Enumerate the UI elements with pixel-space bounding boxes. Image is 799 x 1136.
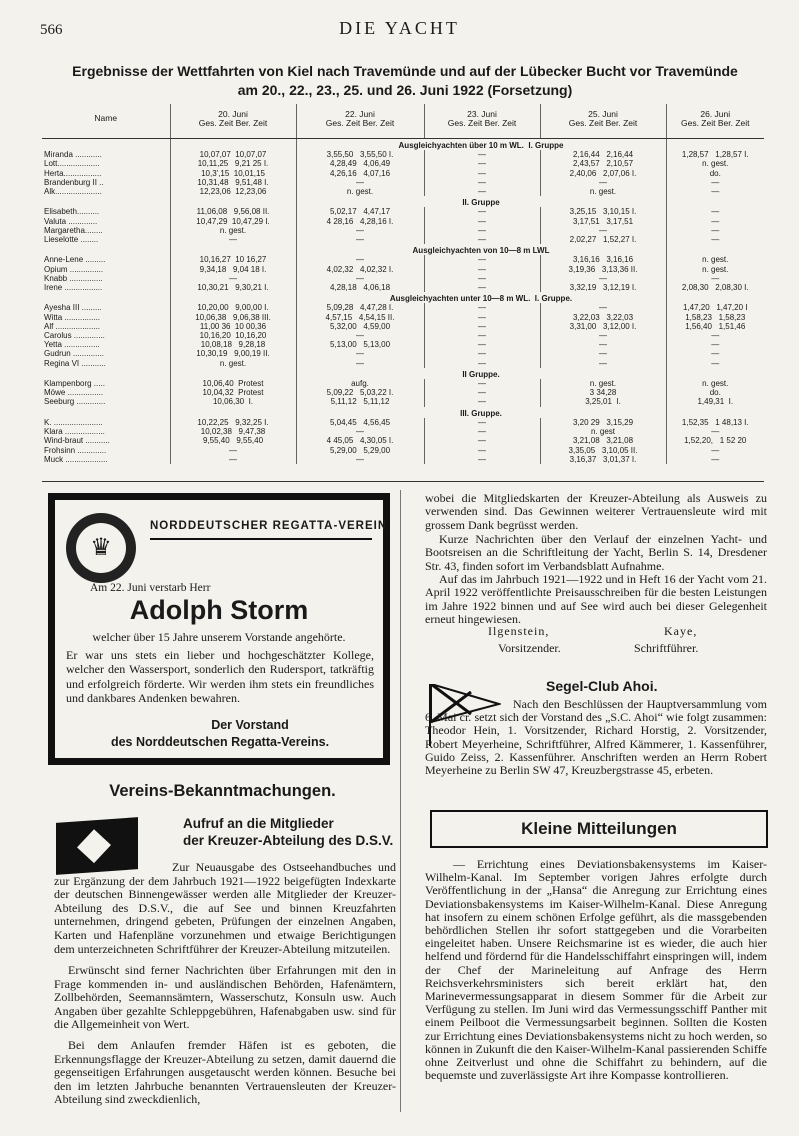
vereins-paragraph-1: Zur Neuausgabe des Ostseehandbuches und zur Ergänzung der dem Jahrbuch 1921—1922 beigefügten Indexkarte der deutschen Binnengewässer werden alle Mitglieder der Kreuzer-Abteilung des D.S.V., die auf See und binnen Kreuzfahrten unternehmen, dringend gebeten, Prüfungen der einzelnen Angaben, Karten und Hafenpläne vorzunehmen und etwaige Berichtigungen dem unterzeichneten Schriftführer der Kreuzer-Abteilung mitzuteilen.: [54, 860, 396, 956]
running-title: DIE YACHT: [339, 18, 460, 38]
kleine-mitteilungen-text: — Errichtung eines Deviationsbakensystems im Kaiser-Wilhelm-Kanal. Im September vorigen Jahres erfolgte durch Veröffentlichung in der „Hansa“ die Anregung zur Errichtung eines Deviationsbakensystems im Kaiser-Wilhelm-Kanal. Diese Anregung hat insofern zu einem schönen Erfolge geführt, als die massgebenden behördlichen Stellen ihr sofort stattgegeben und die Vorarbeiten eingeleitet haben. Unsere Reichsmarine ist es wieder, die auch hier helfend und fördernd für die Handelsschiffahrt einspringen will, indem der Chef der Marineleitung auf Anfrage des Herrn Reichsverkehrsministers sich bereit erklärt hat, den Marinevermessungsapparat in diesem Sommer für die Arbeit zur Verfügung zu stellen. Im Juni wird das Vermessungsschiff Panther mit einem Peilboot die Vermessungsarbeit beginnen. Sollten die Kosten zur Errichtung eines Deviationsbakensystems nicht zu hoch werden, so können in Zukunft die den Kaiser-Wilhelm-Kanal passierenden Schiffe ohne Zeitverlust und ohne die Schiffahrt zu behindern, auf die bequemste und zuverlässigste Art ihre Kompasse kontrollieren.: [425, 857, 767, 1083]
signature-left-role: Vorsitzender.: [498, 641, 561, 655]
times-20: 10,06,40 Protest 10,04,32 Protest 10,06,30 I.: [170, 379, 296, 407]
times-25: 3,16,16 3,16,16 3,19,36 3,13,36 II. — 3,32,19 3,12,19 I.: [540, 255, 666, 292]
section-title: II Gruppe.: [296, 368, 666, 379]
times-26: — — — —: [711, 207, 720, 245]
eagle-icon: ♛: [76, 523, 126, 573]
diamond-icon: [77, 829, 111, 863]
times-23: — — — — — — —: [424, 303, 540, 367]
times-20: 10,22,25 9,32,25 I. 10,02,38 9,47,38 9,55,40 9,55,40 — —: [170, 418, 296, 464]
times-20: 10,16,27 10 16,27 9,34,18 9,04 18 I. — 10,30,21 9,30,21 I.: [170, 255, 296, 292]
vereins-paragraph-3: Bei dem Anlaufen fremder Häfen ist es geboten, die Erkennungsflagge der Kreuzer-Abteilung zu setzen, damit dauernd die gegenseitigen Erfahrungen ausgetauscht werden können. Besuche bei den im letzten Jahrbuche benannten Vertrauensleuten der Kreuzer-Abteilung sind zweckdienlich,: [54, 1038, 396, 1107]
times-25: 3,25,15 3,10,15 I. 3,17,51 3,17,51 — 2,02,27 1,52,27 I.: [540, 207, 666, 244]
times-22: 3,55,50 3,55,50 I. 4,28,49 4,06,49 4,26,16 4,07,16 — n. gest.: [296, 150, 424, 196]
times-23: — — — — —: [424, 418, 540, 464]
deceased-name: Adolph Storm: [129, 595, 309, 625]
results-title-line-2: am 20., 22., 23., 25. und 26. Juni 1922 (Forsetzung): [237, 82, 573, 98]
times-20: 10,07,07 10,07,07 10,11,25 9,21 25 I. 10,3',15 10,01,15 10,31,48 9,51,48 I. 12,23,06 12,23,06: [170, 150, 296, 196]
times-25: — 3,22,03 3,22,03 3,31,00 3,12,00 I. — — — —: [540, 303, 666, 367]
results-title-line-1: Ergebnisse der Wettfahrten von Kiel nach Travemünde und auf der Lübecker Bucht vor Travemünde: [72, 63, 738, 79]
date-column-header: 23. Juni Ges. Zeit Ber. Zeit: [424, 104, 540, 139]
vereins-subheading-line-2: der Kreuzer-Abteilung des D.S.V.: [183, 833, 394, 848]
boat-names: Ayesha III ......... Witta ................ Alf .................... Carolus .............. Yetta ................ Gudrun .............. Regina VI ...........: [42, 303, 170, 367]
table-row: [42, 150, 764, 196]
section-title: III. Gruppe.: [296, 407, 666, 418]
section-title: Ausgleichyachten über 10 m WL. I. Gruppe: [296, 139, 666, 151]
date-column-header: 26. Juni Ges. Zeit Ber. Zeit: [666, 104, 764, 139]
results-table: [42, 104, 764, 464]
section-title: Ausgleichyachten unter 10—8 m WL. I. Gruppe.: [296, 292, 666, 303]
vereins-subheading: [183, 815, 393, 849]
vereins-subheading-line-1: Aufruf an die Mitglieder: [183, 816, 334, 831]
times-23: — — — — —: [424, 150, 540, 196]
signature-right-name: Kaye,: [664, 624, 698, 638]
times-25: 3,20 29 3,15,29 n. gest 3,21,08 3,21,08 3,35,05 3,10,05 II. 3,16,37 3,01,37 I.: [540, 418, 666, 464]
times-25: 2,16,44 2,16,44 2,43,57 2,10,57 2,40,06 2,07,06 I. — n. gest.: [540, 150, 666, 196]
results-table-header: [42, 104, 764, 139]
times-26: n. gest. n. gest. — 2,08,30 2,08,30 I.: [681, 255, 749, 293]
obituary-body: Er war uns stets ein lieber und hochgeschätzter Kollege, welcher den Wassersport, sonderlich den Rudersport, tatkräftig und erfolgreich förderte. Wir werden ihm stets ein freundliches und dankbares Andenken bewahren.: [66, 648, 374, 705]
table-row: [42, 207, 764, 244]
times-26: 1,47,20 1,47,20 I 1,58,23 1,58,23 1,56,40 1,51,46 — — — —: [683, 303, 748, 368]
kleine-mitteilungen-heading: Kleine Mitteilungen: [430, 810, 768, 848]
obituary-signature-2: des Norddeutschen Regatta-Vereins.: [110, 735, 330, 749]
table-row: [42, 303, 764, 367]
page-number: 566: [40, 22, 63, 38]
vereins-paragraph-2: Erwünscht sind ferner Nachrichten über Erfahrungen mit den in Frage kommenden in- und ausländischen Behörden, Hafenämtern, Zollbehörden, Seemannsämtern, Wasserschutz, Konsuln usw. Auch Angaben über gezahlte Schleppgebühren, Hafenabgaben usw. sind für die Allgemeinheit von Wert.: [54, 963, 396, 1032]
section-title: Ausgleichyachten von 10—8 m LWL: [296, 244, 666, 255]
boat-names: Elisabeth.......... Valuta ............. Margaretha........ Lieselotte ........: [42, 207, 170, 244]
times-22: aufg. 5,09,22 5,03,22 I. 5,11,12 5,11,12: [296, 379, 424, 407]
column-divider: [400, 490, 401, 1112]
name-column-header: Name: [42, 104, 170, 139]
times-26: 1,52,35 1 48,13 I. — 1,52,20, 1 52 20 — —: [681, 417, 749, 464]
date-column-header: 25. Juni Ges. Zeit Ber. Zeit: [540, 104, 666, 139]
times-22: — 4,02,32 4,02,32 I. — 4,28,18 4,06,18: [296, 255, 424, 292]
times-26: n. gest. do. 1,49,31 I.: [697, 379, 734, 407]
table-row: [42, 379, 764, 407]
results-title: [60, 62, 750, 100]
boat-names: K. ...................... Klara .................. Wind-braut ........... Frohsinn ............. Muck ...................: [42, 418, 170, 464]
boat-names: Miranda ............ Lott................... Herta................. Brandenburg II .. Alk.....................: [42, 150, 170, 196]
boat-names: Anne-Lene ......... Opium ............... Knabb ............... Irene .................: [42, 255, 170, 292]
table-bottom-rule: [42, 481, 764, 482]
boat-names: Klampenborg ..... Möwe ................ Seeburg .............: [42, 379, 170, 407]
club-name-rule: [150, 538, 372, 540]
times-22: 5,02,17 4,47,17 4 28,16 4,28,16 I. — —: [296, 207, 424, 244]
table-row: [42, 418, 764, 464]
times-20: 10,20,00 9,00,00 I. 10,06,38 9,06,38 III. 11,00 36 10 00,36 10,16,20 10,16,20 10,08,18 9,28,18 10,30,19 9,00,19 II. n. gest.: [170, 303, 296, 367]
table-row: [42, 255, 764, 292]
section-title: II. Gruppe: [296, 196, 666, 207]
vereins-heading: Vereins-Bekanntmachungen.: [109, 782, 336, 800]
ahoi-text: Nach den Beschlüssen der Hauptversammlung vom 6. Mai cr. setzt sich der Vorstand des „S.C. Ahoi“ wie folgt zusammen: Theodor Hein, 1. Vorsitzender, Richard Horstig, 2. Vorsitzender, Robert Meyerheine, Schriftführer, Alfred Kämmerer, 1. Kassenführer, Guido Zeiss, 2. Kassenführer. Anschriften werden an Herrn Robert Meyerheine zu Berlin SW 47, Kreuzbergstrasse 45, erbeten.: [425, 697, 767, 778]
times-25: n. gest. 3 34,28 3,25,01 I.: [540, 379, 666, 407]
times-23: — — — —: [424, 207, 540, 244]
club-name: NORDDEUTSCHER REGATTA-VEREIN: [150, 520, 388, 532]
obituary-intro: Am 22. Juni verstarb Herr: [90, 582, 211, 594]
times-22: 5,04,45 4,56,45 — 4 45,05 4,30,05 I. 5,29,00 5,29,00 —: [296, 418, 424, 464]
times-23: — — — —: [424, 255, 540, 292]
times-23: — — —: [424, 379, 540, 407]
obituary-line: welcher über 15 Jahre unserem Vorstande angehörte.: [92, 630, 346, 644]
ahoi-heading: Segel-Club Ahoi.: [546, 678, 658, 694]
date-column-header: 22. Juni Ges. Zeit Ber. Zeit: [296, 104, 424, 139]
times-22: 5,09,28 4,47,28 I. 4,57,15 4,54,15 II. 5,32,00 4,59,00 — 5,13,00 5,13,00 — —: [296, 303, 424, 367]
right-paragraph-2: Kurze Nachrichten über den Verlauf der einzelnen Yacht- und Bootsreisen an die Schriftleitung der Yacht, Berlin S. 14, Dresdener Str. 43, finden sofort im Verbandsblatt Aufnahme.: [425, 532, 767, 573]
right-paragraph-1: wobei die Mitgliedskarten der Kreuzer-Abteilung als Ausweis zu verwenden sind. Das Gewinnen weiterer Vertrauensleute wird mit grossem Dank begrüsst werden.: [425, 491, 767, 532]
obituary-signature-1: Der Vorstand: [211, 718, 289, 732]
times-20: 11,06,08 9,56,08 II. 10,47,29 10,47,29 I. n. gest. —: [170, 207, 296, 244]
date-column-header: 20. Juni Ges. Zeit Ber. Zeit: [170, 104, 296, 139]
signature-right-role: Schriftführer.: [634, 641, 699, 655]
times-26: 1,28,57 1,28,57 I. n. gest. do. — —: [681, 150, 749, 197]
signature-left-name: Ilgenstein,: [488, 624, 550, 638]
right-paragraph-3: Auf das im Jahrbuch 1921—1922 und in Heft 16 der Yacht vom 21. April 1922 veröffentlichte Preisausschreiben für die besten Leistungen im Jahre 1922 binnen und auf See wird auch bei dieser Gelegenheit erneut hingewiesen.: [425, 572, 767, 627]
